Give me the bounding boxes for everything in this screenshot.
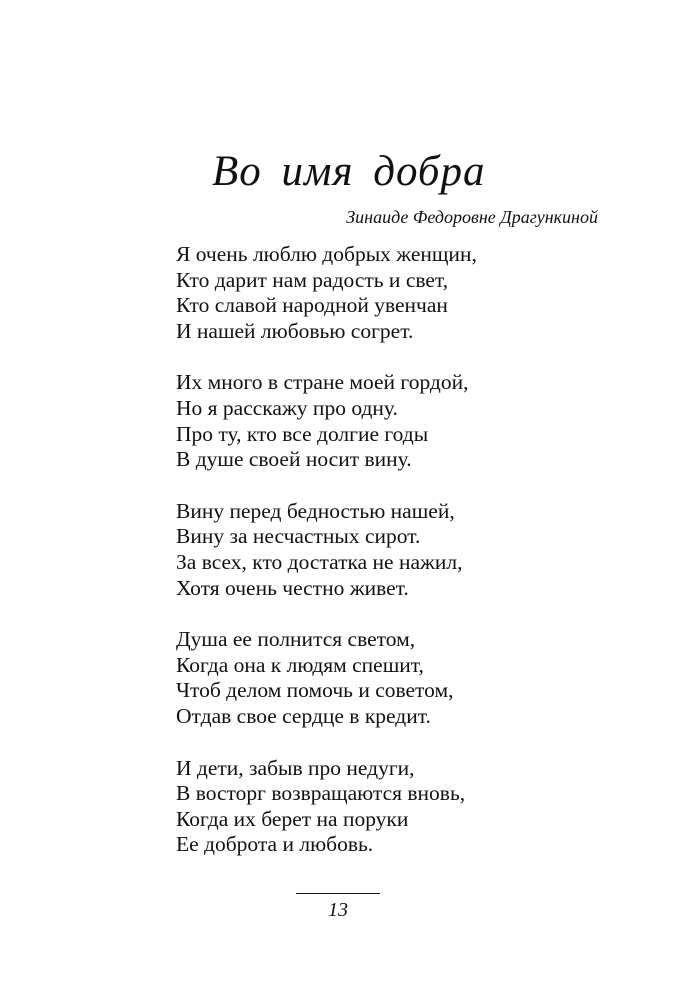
poem-line: Когда она к людям спешит, [176, 652, 424, 677]
poem-title: Во имя добра [212, 148, 486, 195]
stanza [176, 370, 636, 472]
poem-line: Хотя очень честно живет. [176, 575, 409, 600]
poem-line: Кто дарит нам радость и свет, [176, 267, 449, 292]
poem-line: Чтоб делом помочь и советом, [176, 678, 454, 703]
footer-divider [296, 893, 380, 894]
poem-line: И нашей любовью согрет. [176, 318, 414, 343]
poem-line: За всех, кто достатка не нажил, [176, 549, 463, 574]
poem-line: Про ту, кто все долгие годы [176, 421, 429, 446]
poem-line: Душа ее полнится светом, [176, 627, 416, 652]
poem-line: Кто славой народной увенчан [176, 293, 448, 318]
stanza [176, 499, 636, 601]
poem-line: Но я расскажу про одну. [176, 395, 398, 420]
stanza [176, 756, 636, 858]
poem-line: И дети, забыв про недуги, [176, 755, 415, 780]
poem-line: Их много в стране моей гордой, [176, 370, 469, 395]
poem-body [176, 242, 636, 884]
poem-line: Вину за несчастных сирот. [176, 524, 421, 549]
poem-line: Ее доброта и любовь. [176, 832, 374, 857]
page-number: 13 [328, 899, 348, 921]
poem-line: Я очень люблю добрых женщин, [176, 242, 477, 266]
poem-line: В восторг возвращаются вновь, [176, 781, 466, 806]
poem-line: Вину перед бедностью нашей, [176, 498, 455, 523]
stanza [176, 627, 636, 729]
stanza [176, 242, 636, 344]
dedication: Зинаиде Федоровне Драгункиной [346, 207, 598, 227]
poem-line: В душе своей носит вину. [176, 447, 412, 472]
poem-line: Когда их берет на поруки [176, 806, 409, 831]
poem-line: Отдав свое сердце в кредит. [176, 703, 431, 728]
